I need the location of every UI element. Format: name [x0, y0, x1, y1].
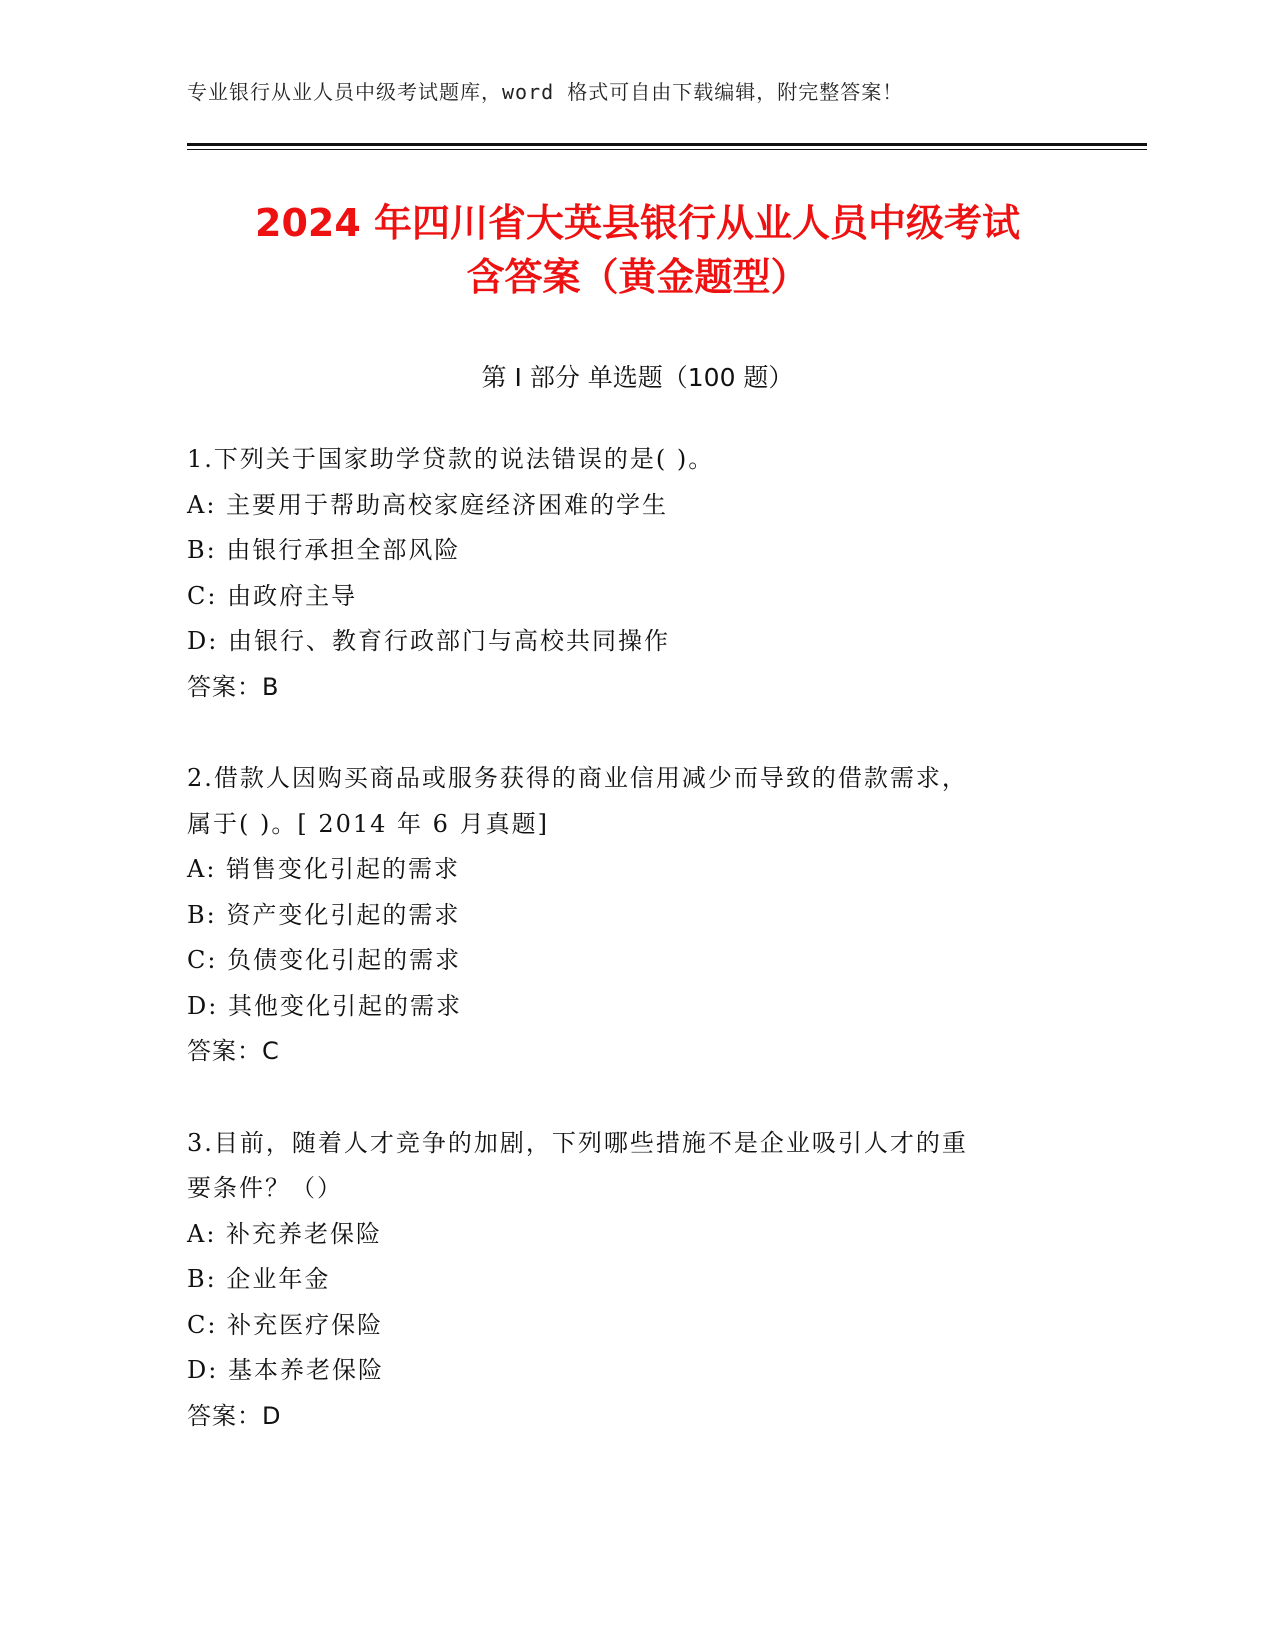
question-2-stem-line-2: 属于( )。[ 2014 年 6 月真题]: [187, 809, 549, 838]
question-1-option-a: A: 主要用于帮助高校家庭经济困难的学生: [187, 490, 669, 519]
document-title-line-2: 含答案（黄金题型）: [466, 255, 809, 299]
document-title: [140, 196, 1135, 304]
header-note: 专业银行从业人员中级考试题库，word 格式可自由下载编辑，附完整答案！: [187, 80, 904, 104]
question-2-answer: 答案：C: [187, 1037, 280, 1065]
question-3-stem-line-1: 3.目前，随着人才竞争的加剧，下列哪些措施不是企业吸引人才的重: [187, 1128, 968, 1157]
question-3-option-a: A: 补充养老保险: [187, 1219, 383, 1248]
question-2-option-a: A: 销售变化引起的需求: [187, 855, 461, 883]
section-title: 第 I 部分 单选题（100 题）: [481, 363, 794, 392]
question-1-stem: 1.下列关于国家助学贷款的说法错误的是( )。: [187, 445, 715, 473]
question-2-option-d: D: 其他变化引起的需求: [187, 991, 462, 1020]
question-3-stem-line-2: 要条件？（）: [187, 1174, 343, 1202]
header-divider-thick: [187, 143, 1147, 146]
question-1-option-d: D: 由银行、教育行政部门与高校共同操作: [187, 627, 670, 655]
question-3-option-c: C: 补充医疗保险: [187, 1310, 384, 1339]
question-2-option-c: C: 负债变化引起的需求: [187, 946, 462, 974]
question-3: [187, 1121, 1087, 1440]
question-1-option-b: B: 由银行承担全部风险: [187, 536, 461, 564]
question-2-stem-line-1: 2.借款人因购买商品或服务获得的商业信用减少而导致的借款需求，: [187, 764, 968, 792]
question-2-option-b: B: 资产变化引起的需求: [187, 900, 461, 929]
question-3-answer: 答案：D: [187, 1401, 282, 1430]
question-2: [187, 756, 1087, 1075]
document-title-line-1: 2024 年四川省大英县银行从业人员中级考试: [255, 201, 1020, 245]
header-divider-thin: [187, 149, 1147, 150]
question-1-answer: 答案：B: [187, 672, 280, 701]
question-3-option-d: D: 基本养老保险: [187, 1356, 384, 1384]
question-1-option-c: C: 由政府主导: [187, 581, 358, 610]
question-1: [187, 437, 1087, 710]
question-3-option-b: B: 企业年金: [187, 1265, 331, 1293]
question-list: [187, 437, 1087, 1485]
